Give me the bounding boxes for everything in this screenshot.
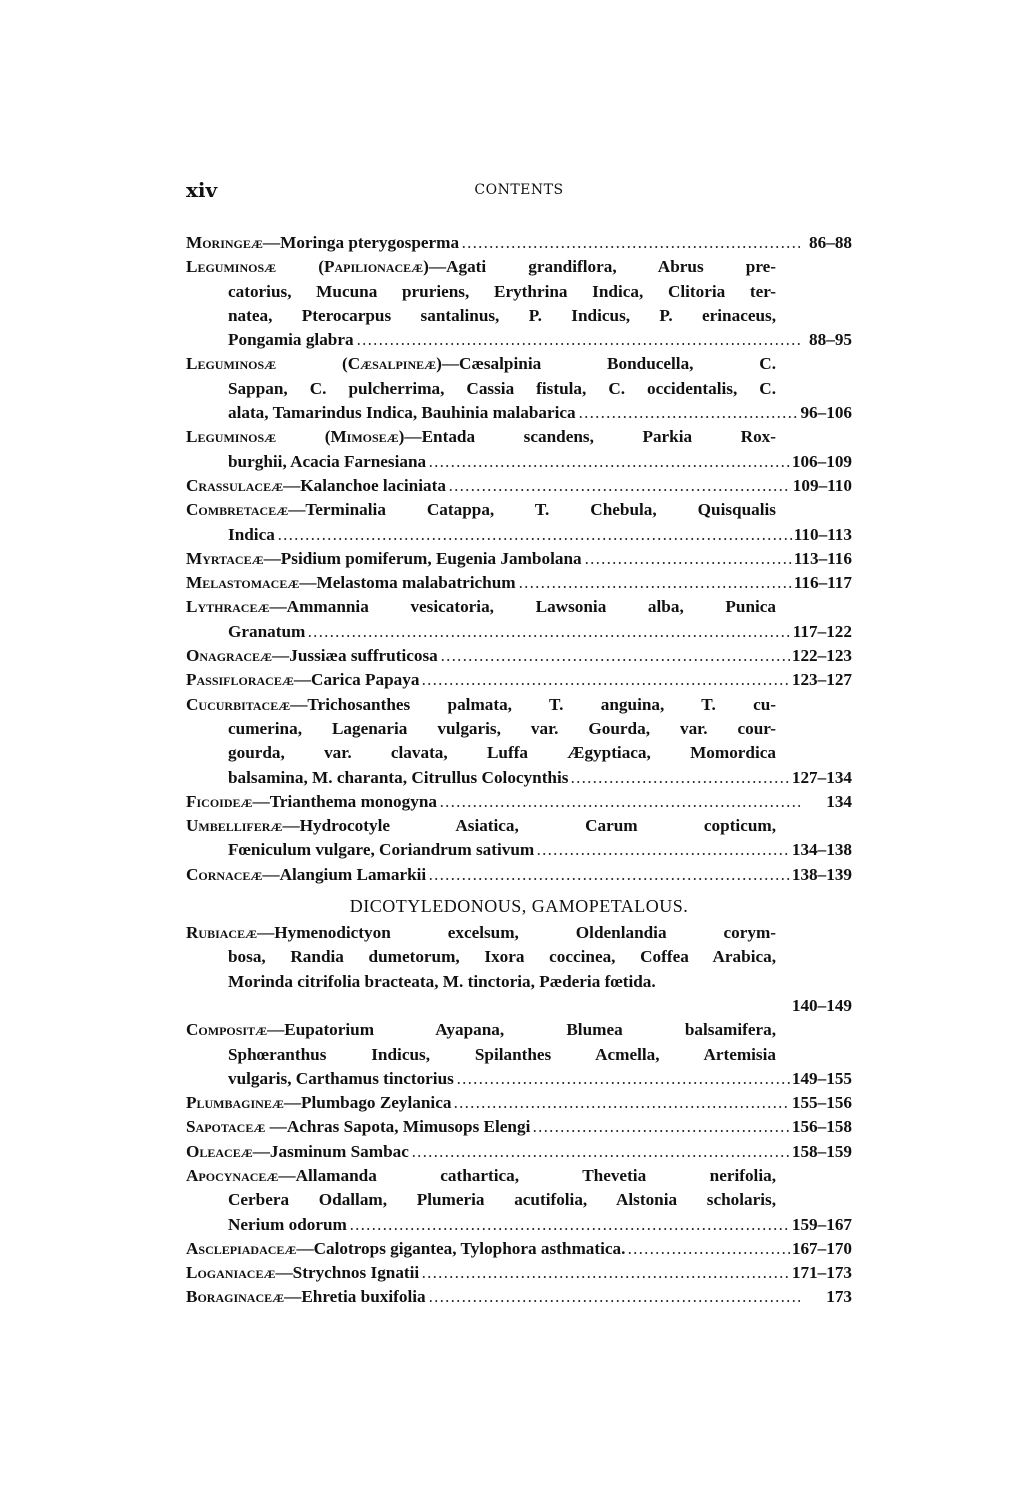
entry-text (186, 1140, 409, 1164)
entry-line-text: —Calotrops gigantea, Tylophora asthmatica. (296, 1238, 626, 1258)
entry-line-text: Sappan, C. pulcherrima, Cassia fistula, C. occidentalis, C. (228, 378, 776, 398)
toc-entry (186, 863, 852, 887)
toc-entry (186, 1018, 852, 1091)
page-range: 109–110 (792, 475, 852, 495)
entry-line-text: —Jussiæa suffruticosa (272, 646, 438, 666)
toc-line (186, 1164, 852, 1188)
toc-entry (186, 255, 852, 352)
entry-text (228, 838, 534, 862)
page-range: 116–117 (793, 573, 852, 593)
entry-line-text: —Terminalia Catappa, T. Chebula, Quisqualis (288, 500, 776, 520)
family-name: Crassulaceæ (186, 475, 284, 495)
toc-line (186, 644, 852, 668)
entry-text (186, 1091, 451, 1115)
family-name: Lythraceæ (186, 597, 270, 617)
family-name: Myrtaceæ (186, 548, 264, 568)
page-range: 167–170 (791, 1238, 852, 1258)
entry-text (186, 1115, 530, 1139)
entry-text (228, 1213, 347, 1237)
page-range: 173 (826, 1287, 852, 1307)
toc-line (186, 328, 852, 352)
toc-line (186, 814, 852, 838)
entry-line-text: vulgaris, Carthamus tinctorius (228, 1068, 454, 1088)
dot-leader (453, 1091, 789, 1109)
entry-line-text: —Kalanchoe laciniata (283, 475, 446, 495)
dot-leader (518, 571, 792, 589)
family-name: Apocynaceæ (186, 1165, 279, 1185)
family-name: Plumbagineæ (186, 1093, 284, 1113)
page-range: 140–149 (791, 995, 852, 1015)
entry-text (228, 717, 852, 741)
entry-text (228, 741, 852, 765)
entry-line-text: catorius, Mucuna pruriens, Erythrina Indica, Clitoria ter- (228, 281, 776, 301)
dot-leader (307, 620, 790, 638)
dot-leader (536, 838, 790, 856)
toc-line (186, 1213, 852, 1237)
toc-line (186, 1043, 852, 1067)
dot-leader (532, 1115, 789, 1133)
entry-text (186, 1237, 625, 1261)
toc-entry (186, 1115, 852, 1139)
page-range: 123–127 (791, 670, 852, 690)
toc-line (186, 377, 852, 401)
toc-line (186, 352, 852, 376)
page-number: xiv (186, 178, 218, 202)
entry-line-text: —Entada scandens, Parkia Rox- (404, 427, 776, 447)
entry-line-text: cumerina, Lagenaria vulgaris, var. Gourda, var. cour- (228, 718, 776, 738)
entry-line-text: alata, Tamarindus Indica, Bauhinia malabarica (228, 403, 576, 423)
dot-leader (456, 1067, 790, 1085)
toc-entry (186, 693, 852, 790)
entry-text (228, 945, 852, 969)
entry-line-text: —Carica Papaya (293, 670, 420, 690)
toc-line (186, 450, 852, 474)
toc-line (186, 620, 852, 644)
toc-line (186, 547, 852, 571)
toc-line (186, 1237, 852, 1261)
running-title: CONTENTS (474, 182, 564, 198)
entry-line-text: Nerium odorum (228, 1214, 347, 1234)
entry-text (228, 377, 852, 401)
entry-line-text: —Eupatorium Ayapana, Blumea balsamifera, (267, 1020, 776, 1040)
dot-leader (584, 547, 792, 565)
entry-line-text: —Hymenodictyon excelsum, Oldenlandia corym- (257, 923, 776, 943)
entry-text (186, 474, 446, 498)
toc-line (186, 921, 852, 945)
page-range: 88–95 (809, 330, 852, 350)
entry-text (228, 450, 426, 474)
entry-text (228, 304, 852, 328)
toc-line (186, 304, 852, 328)
dot-leader (627, 1237, 789, 1255)
entry-text (228, 766, 568, 790)
page-range: 110–113 (793, 524, 852, 544)
toc-line (186, 498, 852, 522)
dot-leader (349, 1213, 790, 1231)
entry-text (186, 790, 437, 814)
family-name: Boraginaceæ (186, 1287, 285, 1307)
toc-line (186, 1285, 852, 1309)
entry-line-text: Sphœranthus Indicus, Spilanthes Acmella, Artemisia (228, 1044, 776, 1064)
toc-entry (186, 498, 852, 547)
entry-text (186, 1285, 426, 1309)
toc-entry (186, 474, 852, 498)
family-name: Combretaceæ (186, 500, 289, 520)
family-name: Oleaceæ (186, 1141, 253, 1161)
dot-leader (428, 450, 790, 468)
entry-line-text: —Trianthema monogyna (252, 791, 437, 811)
dot-leader (411, 1140, 790, 1158)
page-range: 134–138 (791, 840, 852, 860)
entry-line-text: —Cæsalpinia Bonducella, C. (441, 354, 776, 374)
page-range: 138–139 (791, 864, 852, 884)
toc-entry (186, 921, 852, 1018)
toc-entry (186, 644, 852, 668)
toc-line (186, 1067, 852, 1091)
family-name: Loganiaceæ (186, 1263, 276, 1283)
page-range: 149–155 (791, 1068, 852, 1088)
page-range: 171–173 (791, 1263, 852, 1283)
entry-line-text: —Ehretia buxifolia (284, 1287, 426, 1307)
family-name: Leguminosæ (Papilionaceæ) (186, 257, 429, 277)
entry-line-text: —Psidium pomiferum, Eugenia Jambolana (263, 548, 582, 568)
entry-text (186, 1164, 852, 1188)
page-range: 155–156 (791, 1093, 852, 1113)
entry-text (228, 1067, 454, 1091)
toc-line (186, 994, 852, 1018)
dot-leader (448, 474, 791, 492)
family-name: Ficoideæ (186, 791, 253, 811)
page-range: 86–88 (809, 233, 852, 252)
entry-text (186, 644, 438, 668)
family-name: Passifloraceæ (186, 670, 294, 690)
toc-entry (186, 1140, 852, 1164)
page-range: 106–109 (791, 451, 852, 471)
entry-line-text: bosa, Randia dumetorum, Ixora coccinea, Coffea Arabica, (228, 947, 776, 967)
entry-text (228, 328, 354, 352)
toc-entry (186, 1091, 852, 1115)
entry-text (186, 814, 852, 838)
entry-text (186, 255, 852, 279)
family-name: Leguminosæ (Cæsalpineæ) (186, 354, 442, 374)
entry-line-text: —Melastoma malabatrichum (299, 573, 516, 593)
entry-text (186, 231, 459, 255)
dot-leader (421, 1261, 790, 1279)
toc-line (186, 945, 852, 969)
toc-line (186, 1018, 852, 1042)
entry-text (186, 547, 582, 571)
toc-line (186, 255, 852, 279)
entry-line-text: —Trichosanthes palmata, T. anguina, T. cu- (290, 694, 776, 714)
entry-line-text: —Achras Sapota, Mimusops Elengi (265, 1117, 531, 1137)
toc-line (186, 1140, 852, 1164)
page-range: 113–116 (793, 548, 852, 568)
toc-entry (186, 1261, 852, 1285)
entry-line-text: —Alangium Lamarkii (262, 864, 427, 884)
dot-leader (461, 231, 800, 249)
entry-line-text: Morinda citrifolia bracteata, M. tinctoria, Pæderia fœtida. (228, 971, 656, 991)
page-range: 117–122 (792, 621, 852, 641)
toc-line (186, 231, 852, 255)
entry-text (186, 693, 852, 717)
entry-line-text: —Agati grandiflora, Abrus pre- (428, 257, 776, 277)
entry-line-text: —Jasminum Sambac (252, 1141, 409, 1161)
dot-leader (439, 790, 800, 808)
entry-text (186, 668, 419, 692)
toc-line (186, 523, 852, 547)
toc-line (186, 790, 852, 814)
page-range: 122–123 (791, 646, 852, 666)
entry-line-text: gourda, var. clavata, Luffa Ægyptiaca, Momordica (228, 743, 776, 763)
family-name: Moringeæ (186, 233, 263, 252)
toc-line (186, 280, 852, 304)
page-range: 127–134 (791, 767, 852, 787)
toc-line (186, 1091, 852, 1115)
entry-text (186, 352, 852, 376)
entry-line-text: Indica (228, 524, 275, 544)
entry-text (228, 401, 576, 425)
toc-line (186, 1261, 852, 1285)
entry-line-text: —Moringa pterygosperma (262, 233, 460, 252)
section-heading: DICOTYLEDONOUS, GAMOPETALOUS. (349, 896, 689, 917)
toc-entry (186, 790, 852, 814)
family-name: Sapotaceæ (186, 1117, 266, 1137)
entry-line-text: Cerbera Odallam, Plumeria acutifolia, Alstonia scholaris, (228, 1190, 776, 1210)
entry-text (186, 425, 852, 449)
dot-leader (428, 863, 790, 881)
toc-entry (186, 814, 852, 863)
page-range: 96–106 (800, 403, 852, 423)
entry-line-text: Fœniculum vulgare, Coriandrum sativum (228, 840, 535, 860)
entry-line-text: Granatum (228, 621, 306, 641)
toc-entry (186, 352, 852, 425)
family-name: Cornaceæ (186, 864, 263, 884)
entry-line-text: burghii, Acacia Farnesiana (228, 451, 427, 471)
entry-line-text: —Hydrocotyle Asiatica, Carum copticum, (282, 816, 776, 836)
dot-leader (277, 523, 792, 541)
toc-line (186, 1188, 852, 1212)
toc-entry (186, 571, 852, 595)
toc-line (186, 838, 852, 862)
entry-text (228, 620, 305, 644)
table-of-contents (186, 231, 852, 1310)
entry-line-text: —Strychnos Ignatii (275, 1263, 420, 1283)
entry-line-text: —Plumbago Zeylanica (283, 1093, 452, 1113)
family-name: Compositæ (186, 1020, 268, 1040)
family-name: Umbelliferæ (186, 816, 283, 836)
page-range: 159–167 (791, 1214, 852, 1234)
toc-entry (186, 1164, 852, 1237)
entry-line-text: Pongamia glabra (228, 330, 354, 350)
toc-line (186, 970, 852, 994)
entry-text (228, 523, 275, 547)
page-range: 158–159 (791, 1141, 852, 1161)
toc-entry (186, 425, 852, 474)
toc-line (186, 863, 852, 887)
entry-text (186, 595, 852, 619)
toc-line (186, 668, 852, 692)
toc-line (186, 571, 852, 595)
entry-text (186, 1261, 419, 1285)
toc-entry (186, 1237, 852, 1261)
family-name: Cucurbitaceæ (186, 694, 291, 714)
toc-line (186, 766, 852, 790)
dot-leader (578, 401, 799, 419)
family-name: Rubiaceæ (186, 923, 258, 943)
family-name: Leguminosæ (Mimoseæ) (186, 427, 405, 447)
toc-line (186, 741, 852, 765)
toc-line (186, 425, 852, 449)
page-header (186, 178, 852, 202)
dot-leader (570, 766, 789, 784)
family-name: Melastomaceæ (186, 573, 300, 593)
dot-leader (440, 644, 790, 662)
family-name: Onagraceæ (186, 646, 273, 666)
toc-entry (186, 547, 852, 571)
entry-text (186, 863, 426, 887)
entry-text (186, 498, 852, 522)
toc-entry (186, 595, 852, 644)
entry-text (228, 970, 656, 994)
toc-line (186, 595, 852, 619)
dot-leader (356, 328, 800, 346)
entry-text (186, 921, 852, 945)
entry-text (228, 280, 852, 304)
dot-leader (428, 1285, 800, 1303)
toc-line (186, 474, 852, 498)
entry-line-text: —Ammannia vesicatoria, Lawsonia alba, Punica (269, 597, 776, 617)
toc-line (186, 693, 852, 717)
toc-line (186, 1115, 852, 1139)
entry-text (186, 571, 516, 595)
toc-line (186, 401, 852, 425)
entry-text (228, 1043, 852, 1067)
dot-leader (421, 668, 789, 686)
entry-text (228, 1188, 852, 1212)
toc-entry (186, 668, 852, 692)
family-name: Asclepiadaceæ (186, 1238, 297, 1258)
toc-line (186, 717, 852, 741)
entry-line-text: balsamina, M. charanta, Citrullus Colocynthis (228, 767, 569, 787)
page-range: 134 (826, 791, 852, 811)
entry-line-text: —Allamanda cathartica, Thevetia nerifolia, (278, 1165, 776, 1185)
page-range: 156–158 (791, 1117, 852, 1137)
toc-entry (186, 1285, 852, 1309)
entry-line-text: natea, Pterocarpus santalinus, P. Indicus, P. erinaceus, (228, 305, 776, 325)
entry-text (186, 1018, 852, 1042)
toc-entry (186, 231, 852, 255)
